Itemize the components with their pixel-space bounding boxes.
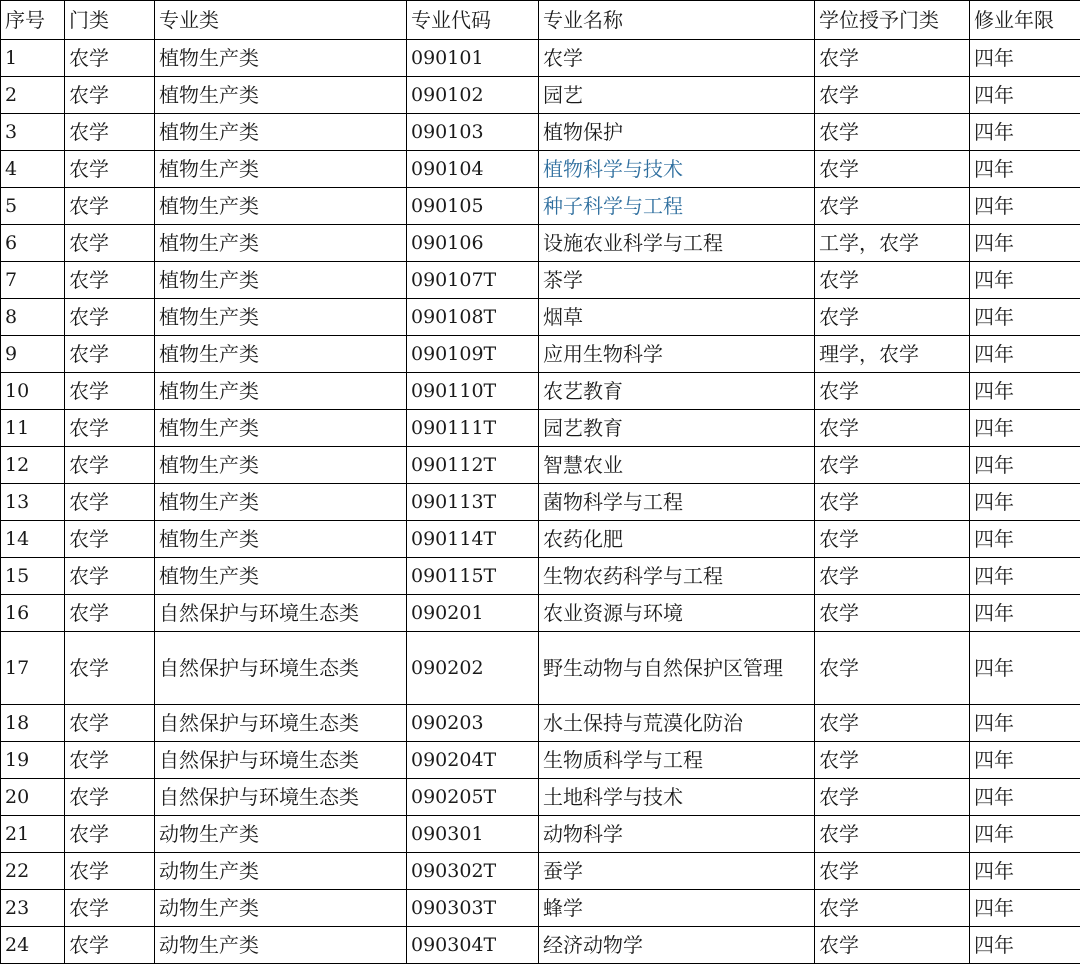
cell-major-class: 自然保护与环境生态类 — [155, 705, 407, 742]
header-major-class: 专业类 — [155, 1, 407, 40]
cell-years: 四年 — [970, 262, 1080, 299]
cell-name: 茶学 — [539, 262, 815, 299]
table-row — [1, 595, 1080, 632]
cell-major-class: 自然保护与环境生态类 — [155, 779, 407, 816]
cell-category: 农学 — [65, 40, 155, 77]
cell-code: 090203 — [407, 705, 539, 742]
cell-major-class: 植物生产类 — [155, 484, 407, 521]
cell-years: 四年 — [970, 890, 1080, 927]
cell-degree: 农学 — [815, 447, 970, 484]
cell-name: 水土保持与荒漠化防治 — [539, 705, 815, 742]
table-row — [1, 927, 1080, 964]
cell-years: 四年 — [970, 742, 1080, 779]
cell-years: 四年 — [970, 484, 1080, 521]
cell-category: 农学 — [65, 373, 155, 410]
cell-code: 090301 — [407, 816, 539, 853]
cell-name: 野生动物与自然保护区管理 — [539, 632, 815, 705]
cell-years: 四年 — [970, 336, 1080, 373]
table-row — [1, 373, 1080, 410]
cell-name: 农艺教育 — [539, 373, 815, 410]
cell-major-class: 植物生产类 — [155, 521, 407, 558]
table-row — [1, 188, 1080, 225]
cell-years: 四年 — [970, 853, 1080, 890]
cell-code: 090204T — [407, 742, 539, 779]
cell-degree: 农学 — [815, 779, 970, 816]
cell-seq: 17 — [1, 632, 65, 705]
table-row — [1, 151, 1080, 188]
cell-years: 四年 — [970, 447, 1080, 484]
cell-category: 农学 — [65, 299, 155, 336]
cell-degree: 农学 — [815, 853, 970, 890]
cell-major-class: 植物生产类 — [155, 188, 407, 225]
cell-seq: 21 — [1, 816, 65, 853]
cell-category: 农学 — [65, 705, 155, 742]
cell-major-class: 植物生产类 — [155, 373, 407, 410]
cell-degree: 农学 — [815, 188, 970, 225]
cell-major-class: 动物生产类 — [155, 853, 407, 890]
cell-code: 090302T — [407, 853, 539, 890]
cell-years: 四年 — [970, 779, 1080, 816]
cell-name: 土地科学与技术 — [539, 779, 815, 816]
table-row — [1, 114, 1080, 151]
cell-category: 农学 — [65, 558, 155, 595]
cell-name: 农业资源与环境 — [539, 595, 815, 632]
table-row — [1, 336, 1080, 373]
cell-degree: 农学 — [815, 816, 970, 853]
cell-years: 四年 — [970, 114, 1080, 151]
cell-degree: 农学 — [815, 299, 970, 336]
table-row — [1, 225, 1080, 262]
cell-category: 农学 — [65, 595, 155, 632]
cell-major-class: 植物生产类 — [155, 151, 407, 188]
cell-category: 农学 — [65, 890, 155, 927]
cell-category: 农学 — [65, 188, 155, 225]
cell-major-class: 植物生产类 — [155, 40, 407, 77]
cell-name[interactable]: 植物科学与技术 — [539, 151, 815, 188]
cell-major-class: 自然保护与环境生态类 — [155, 632, 407, 705]
cell-degree: 农学 — [815, 558, 970, 595]
header-code: 专业代码 — [407, 1, 539, 40]
cell-degree: 农学 — [815, 410, 970, 447]
cell-degree: 农学 — [815, 890, 970, 927]
cell-years: 四年 — [970, 40, 1080, 77]
cell-name: 经济动物学 — [539, 927, 815, 964]
header-category: 门类 — [65, 1, 155, 40]
cell-name: 植物保护 — [539, 114, 815, 151]
cell-category: 农学 — [65, 336, 155, 373]
cell-name: 菌物科学与工程 — [539, 484, 815, 521]
cell-name: 农学 — [539, 40, 815, 77]
cell-category: 农学 — [65, 447, 155, 484]
cell-degree: 农学 — [815, 521, 970, 558]
cell-major-class: 植物生产类 — [155, 410, 407, 447]
cell-degree: 农学 — [815, 632, 970, 705]
cell-code: 090111T — [407, 410, 539, 447]
cell-seq: 23 — [1, 890, 65, 927]
cell-years: 四年 — [970, 816, 1080, 853]
cell-degree: 农学 — [815, 40, 970, 77]
cell-seq: 15 — [1, 558, 65, 595]
cell-name: 设施农业科学与工程 — [539, 225, 815, 262]
cell-code: 090109T — [407, 336, 539, 373]
cell-degree: 农学 — [815, 927, 970, 964]
cell-degree: 农学 — [815, 373, 970, 410]
cell-name: 园艺教育 — [539, 410, 815, 447]
table-row — [1, 299, 1080, 336]
cell-degree: 农学 — [815, 114, 970, 151]
cell-major-class: 植物生产类 — [155, 77, 407, 114]
cell-degree: 农学 — [815, 262, 970, 299]
cell-category: 农学 — [65, 484, 155, 521]
table-row — [1, 558, 1080, 595]
cell-years: 四年 — [970, 927, 1080, 964]
cell-code: 090114T — [407, 521, 539, 558]
cell-seq: 1 — [1, 40, 65, 77]
cell-major-class: 植物生产类 — [155, 447, 407, 484]
table-row — [1, 77, 1080, 114]
cell-code: 090103 — [407, 114, 539, 151]
cell-years: 四年 — [970, 521, 1080, 558]
cell-name: 蚕学 — [539, 853, 815, 890]
cell-name: 蜂学 — [539, 890, 815, 927]
cell-seq: 11 — [1, 410, 65, 447]
cell-category: 农学 — [65, 742, 155, 779]
table-row — [1, 632, 1080, 705]
cell-degree: 理学，农学 — [815, 336, 970, 373]
cell-category: 农学 — [65, 927, 155, 964]
cell-seq: 9 — [1, 336, 65, 373]
cell-seq: 14 — [1, 521, 65, 558]
header-seq: 序号 — [1, 1, 65, 40]
cell-category: 农学 — [65, 816, 155, 853]
table-row — [1, 484, 1080, 521]
cell-seq: 2 — [1, 77, 65, 114]
header-years: 修业年限 — [970, 1, 1080, 40]
table-body — [1, 40, 1080, 964]
cell-code: 090104 — [407, 151, 539, 188]
cell-seq: 18 — [1, 705, 65, 742]
cell-category: 农学 — [65, 779, 155, 816]
cell-code: 090304T — [407, 927, 539, 964]
cell-major-class: 自然保护与环境生态类 — [155, 742, 407, 779]
cell-seq: 20 — [1, 779, 65, 816]
cell-major-class: 动物生产类 — [155, 927, 407, 964]
cell-degree: 农学 — [815, 705, 970, 742]
cell-seq: 3 — [1, 114, 65, 151]
cell-years: 四年 — [970, 705, 1080, 742]
cell-major-class: 植物生产类 — [155, 299, 407, 336]
header-row — [1, 1, 1080, 40]
cell-degree: 农学 — [815, 77, 970, 114]
cell-seq: 4 — [1, 151, 65, 188]
cell-code: 090113T — [407, 484, 539, 521]
cell-major-class: 自然保护与环境生态类 — [155, 595, 407, 632]
cell-years: 四年 — [970, 188, 1080, 225]
cell-code: 090105 — [407, 188, 539, 225]
cell-code: 090101 — [407, 40, 539, 77]
table-row — [1, 779, 1080, 816]
table-row — [1, 410, 1080, 447]
cell-seq: 8 — [1, 299, 65, 336]
table-row — [1, 853, 1080, 890]
header-name: 专业名称 — [539, 1, 815, 40]
cell-seq: 13 — [1, 484, 65, 521]
cell-degree: 工学，农学 — [815, 225, 970, 262]
cell-degree: 农学 — [815, 595, 970, 632]
cell-years: 四年 — [970, 558, 1080, 595]
cell-years: 四年 — [970, 632, 1080, 705]
cell-name: 智慧农业 — [539, 447, 815, 484]
cell-category: 农学 — [65, 632, 155, 705]
cell-code: 090107T — [407, 262, 539, 299]
cell-category: 农学 — [65, 521, 155, 558]
cell-major-class: 植物生产类 — [155, 336, 407, 373]
cell-seq: 6 — [1, 225, 65, 262]
cell-years: 四年 — [970, 225, 1080, 262]
cell-category: 农学 — [65, 262, 155, 299]
cell-seq: 7 — [1, 262, 65, 299]
cell-name: 应用生物科学 — [539, 336, 815, 373]
cell-name: 动物科学 — [539, 816, 815, 853]
cell-name: 烟草 — [539, 299, 815, 336]
cell-name: 园艺 — [539, 77, 815, 114]
cell-code: 090108T — [407, 299, 539, 336]
cell-code: 090106 — [407, 225, 539, 262]
table-row — [1, 705, 1080, 742]
table-row — [1, 890, 1080, 927]
cell-major-class: 动物生产类 — [155, 816, 407, 853]
table-row — [1, 40, 1080, 77]
cell-seq: 10 — [1, 373, 65, 410]
cell-years: 四年 — [970, 299, 1080, 336]
cell-years: 四年 — [970, 373, 1080, 410]
cell-name: 生物农药科学与工程 — [539, 558, 815, 595]
cell-code: 090110T — [407, 373, 539, 410]
cell-name[interactable]: 种子科学与工程 — [539, 188, 815, 225]
table-row — [1, 521, 1080, 558]
cell-category: 农学 — [65, 410, 155, 447]
cell-degree: 农学 — [815, 484, 970, 521]
cell-seq: 22 — [1, 853, 65, 890]
cell-category: 农学 — [65, 114, 155, 151]
table-header — [1, 1, 1080, 40]
cell-seq: 16 — [1, 595, 65, 632]
cell-code: 090303T — [407, 890, 539, 927]
header-degree: 学位授予门类 — [815, 1, 970, 40]
cell-category: 农学 — [65, 853, 155, 890]
cell-category: 农学 — [65, 151, 155, 188]
table-row — [1, 447, 1080, 484]
cell-seq: 24 — [1, 927, 65, 964]
table-row — [1, 262, 1080, 299]
cell-major-class: 植物生产类 — [155, 114, 407, 151]
cell-degree: 农学 — [815, 151, 970, 188]
cell-name: 农药化肥 — [539, 521, 815, 558]
cell-code: 090112T — [407, 447, 539, 484]
cell-code: 090102 — [407, 77, 539, 114]
cell-name: 生物质科学与工程 — [539, 742, 815, 779]
cell-years: 四年 — [970, 151, 1080, 188]
cell-years: 四年 — [970, 77, 1080, 114]
cell-seq: 5 — [1, 188, 65, 225]
cell-code: 090205T — [407, 779, 539, 816]
cell-years: 四年 — [970, 595, 1080, 632]
cell-code: 090202 — [407, 632, 539, 705]
cell-category: 农学 — [65, 225, 155, 262]
cell-major-class: 植物生产类 — [155, 262, 407, 299]
cell-code: 090201 — [407, 595, 539, 632]
cell-category: 农学 — [65, 77, 155, 114]
cell-years: 四年 — [970, 410, 1080, 447]
cell-major-class: 植物生产类 — [155, 225, 407, 262]
cell-major-class: 植物生产类 — [155, 558, 407, 595]
table-row — [1, 742, 1080, 779]
cell-degree: 农学 — [815, 742, 970, 779]
cell-code: 090115T — [407, 558, 539, 595]
table-row — [1, 816, 1080, 853]
cell-major-class: 动物生产类 — [155, 890, 407, 927]
cell-seq: 19 — [1, 742, 65, 779]
cell-seq: 12 — [1, 447, 65, 484]
